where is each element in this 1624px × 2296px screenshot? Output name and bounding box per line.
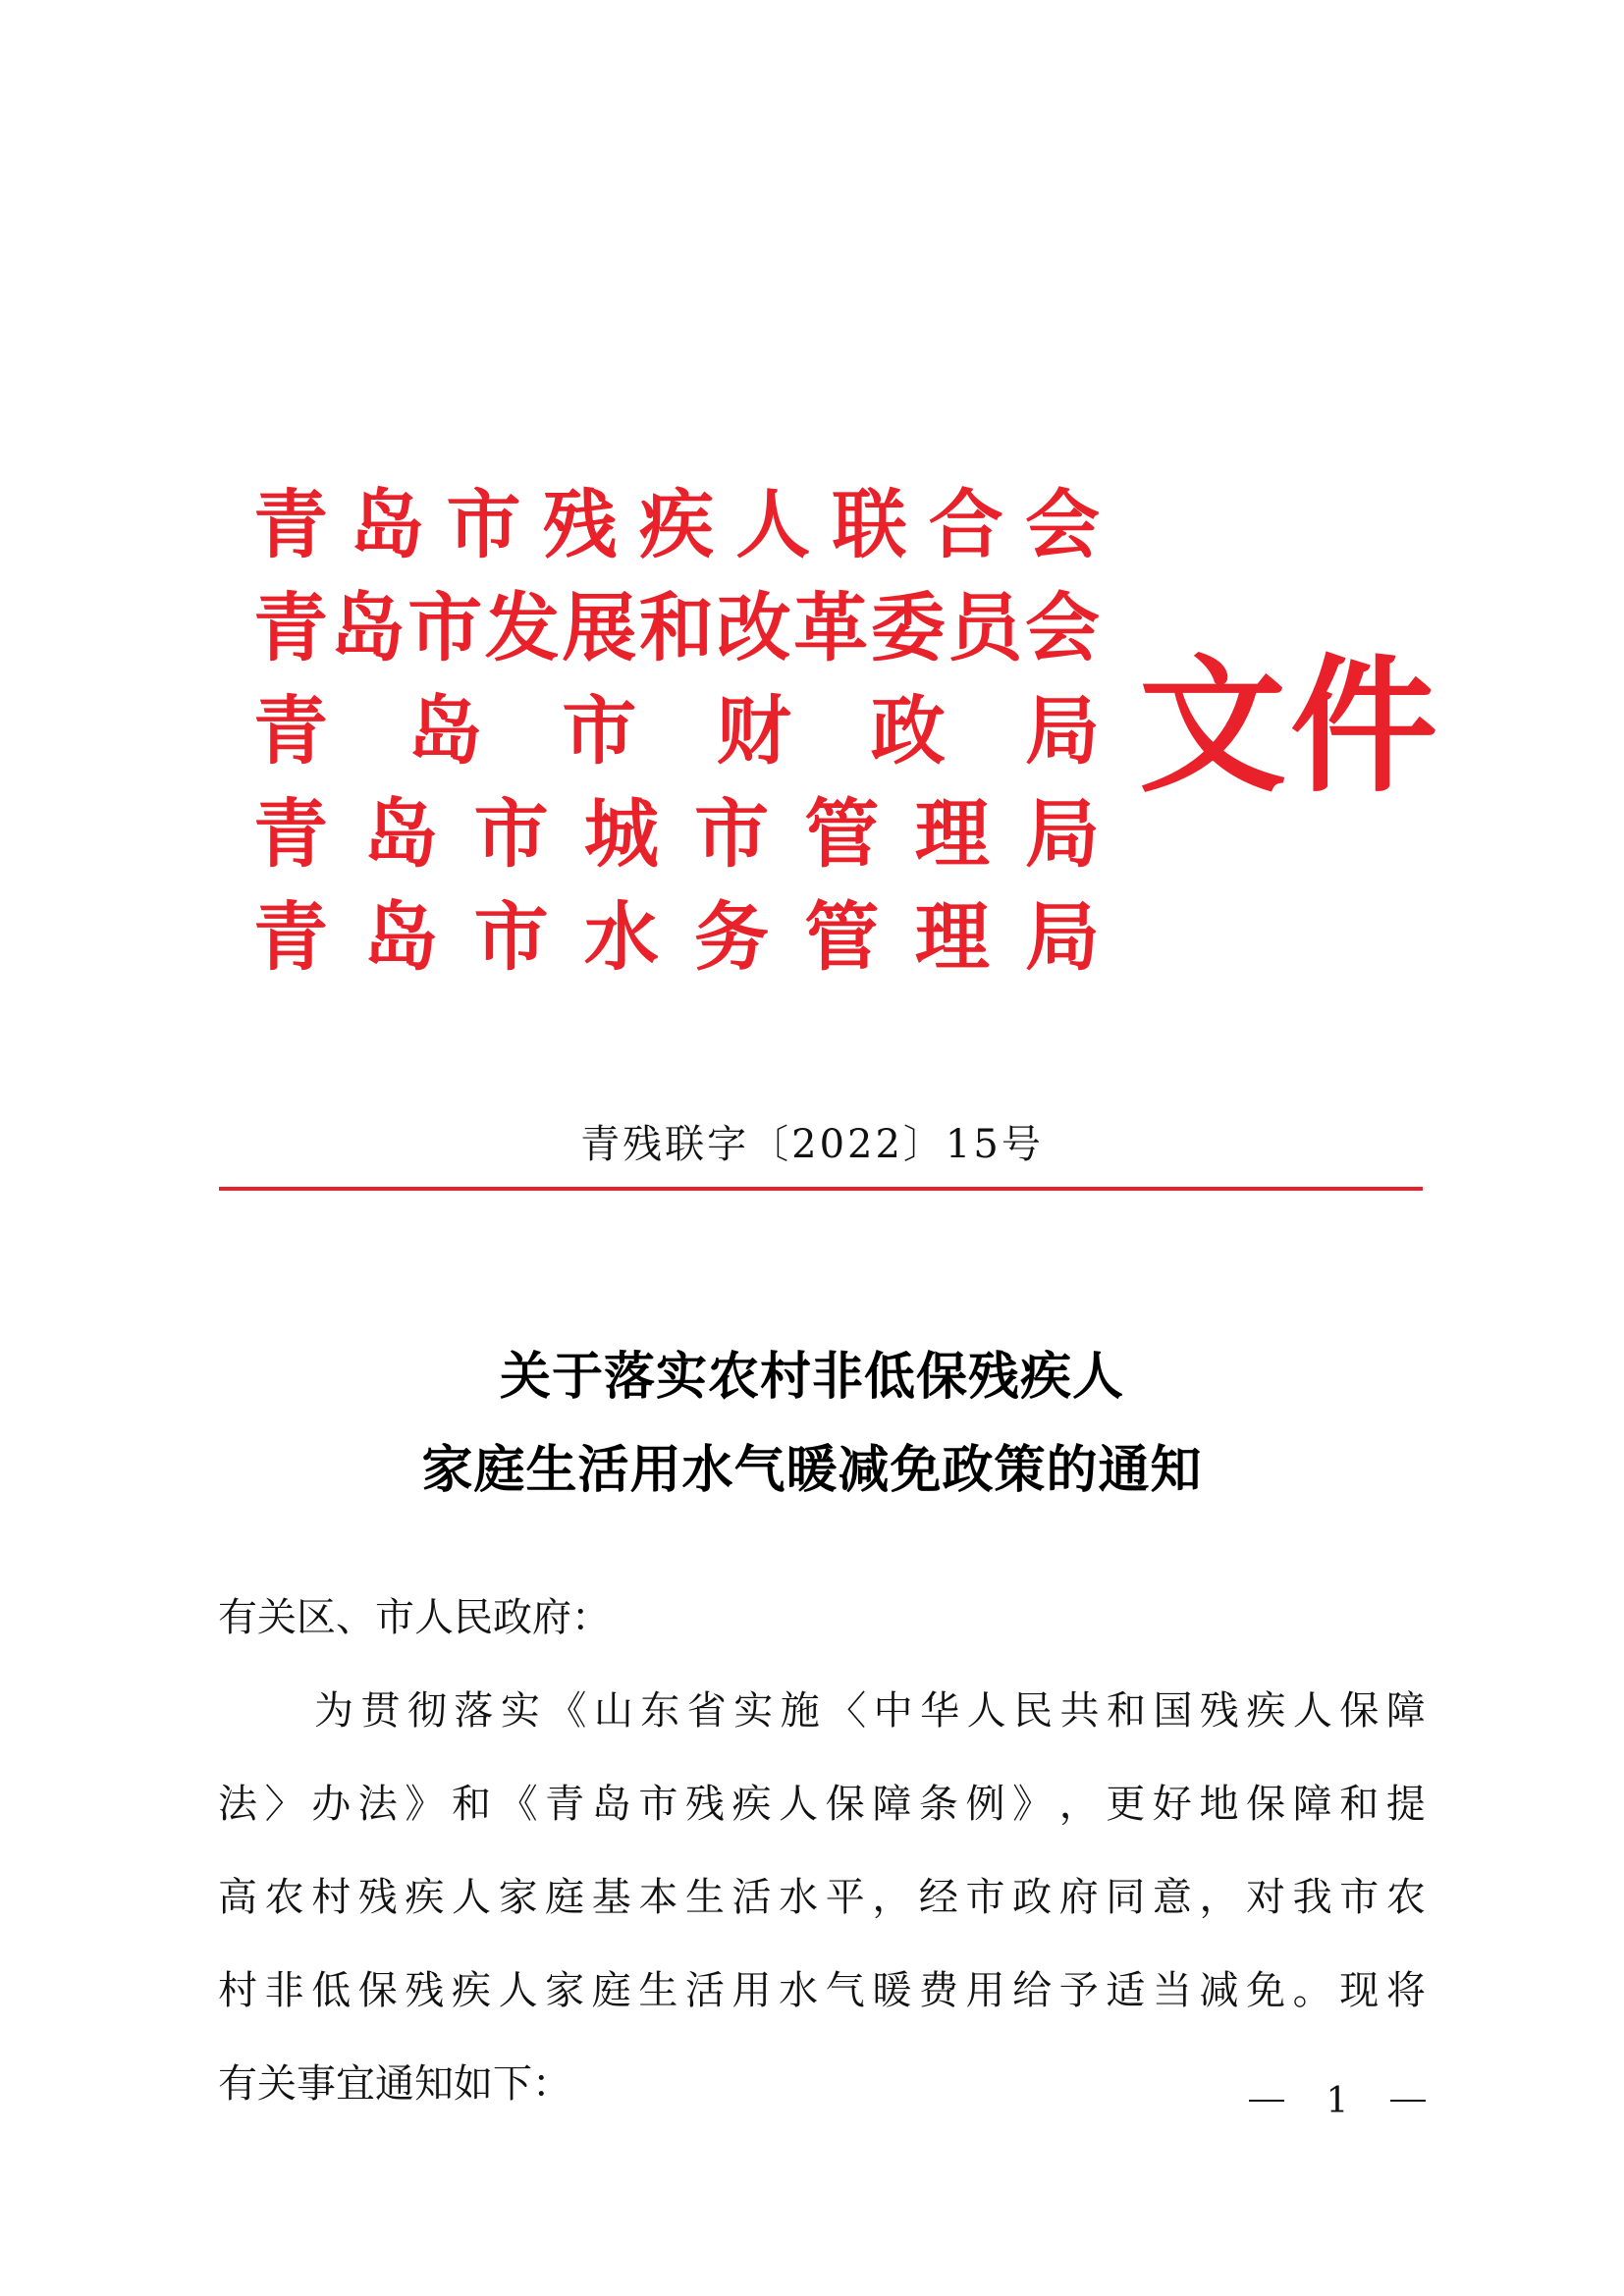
char: 条 [918,1782,958,1827]
char: 青 [253,687,328,774]
char: 管 [804,790,880,878]
char: 》 [1012,1782,1053,1827]
red-divider-line [219,1187,1423,1191]
paragraph-line [218,1677,1426,1745]
char: 活 [731,1875,772,1920]
char: 管 [804,893,880,981]
char: 保 [1339,1688,1380,1734]
char: 彻 [406,1688,447,1734]
char: 现 [1339,1968,1380,2013]
char: 岛 [350,481,425,568]
char: 经 [918,1875,958,1920]
char: 将 [1385,1968,1426,2013]
char: 农 [264,1875,304,1920]
issuer-line-3 [253,687,1100,775]
char: 实 [500,1688,540,1734]
char: 人 [966,1688,1006,1734]
char: 办 [311,1782,352,1827]
char: 气 [825,1968,865,2013]
char: 市 [407,584,483,671]
char: 务 [694,893,770,981]
char: 青 [253,584,328,671]
char: 民 [1013,1688,1054,1734]
char: 疾 [451,1968,491,2013]
char: 予 [1058,1968,1099,2013]
char: 障 [1385,1688,1426,1734]
char: 费 [918,1968,958,2013]
char: 中 [873,1688,913,1734]
char: 障 [872,1782,912,1827]
char: 同 [1106,1875,1146,1920]
char: 《 [547,1688,587,1734]
char: 例 [965,1782,1005,1827]
char: 村 [218,1968,257,2013]
char: 给 [1012,1968,1053,2013]
char: 对 [1246,1875,1286,1920]
char: 市 [965,1875,1005,1920]
char: 意 [1152,1875,1192,1920]
char: 疾 [405,1875,445,1920]
char: 市 [473,893,549,981]
document-type-label: 文件 [1139,640,1442,813]
char: 府 [1058,1875,1099,1920]
char: 暖 [872,1968,912,2013]
paragraph-line [218,1863,1426,1932]
paragraph-line [218,1770,1426,1839]
char: 城 [583,790,659,878]
char: 村 [311,1875,352,1920]
char: 《 [498,1782,538,1827]
char: 家 [545,1968,585,2013]
char: 疾 [731,1782,772,1827]
char: 青 [545,1782,585,1827]
char: 地 [1199,1782,1239,1827]
char: 人 [1292,1688,1332,1734]
char: 省 [686,1688,727,1734]
salutation: 有关区、市人民政府： [218,1595,611,1640]
char: 员 [947,584,1023,671]
document-title-line-1: 关于落实农村非低保残疾人 [499,1347,1124,1407]
char: 保 [1246,1782,1286,1827]
char: 岛 [591,1782,631,1827]
char: 局 [1024,790,1100,878]
char: 发 [484,584,560,671]
char: 市 [638,1782,678,1827]
char: 联 [832,481,907,568]
char: 青 [253,790,328,878]
char: 市 [1339,1875,1380,1920]
char: 改 [716,584,791,671]
char: 展 [562,584,637,671]
char: 。 [1292,1968,1332,2013]
char: 庭 [545,1875,585,1920]
issuer-line-4 [253,790,1100,879]
char: 人 [498,1968,538,2013]
char: 人 [779,1782,819,1827]
char: 革 [793,584,869,671]
char: 岛 [363,790,439,878]
char: 市 [562,687,637,774]
char: 局 [1024,893,1100,981]
char: 和 [1106,1688,1146,1734]
char: 市 [694,790,770,878]
char: 当 [1152,1968,1192,2013]
document-number: 青残联字〔2022〕15号 [580,1122,1044,1167]
char: 华 [920,1688,960,1734]
char: 免 [1246,1968,1286,2013]
char: 用 [731,1968,772,2013]
char: 合 [928,481,1003,568]
char: 财 [716,687,791,774]
char: 岛 [330,584,406,671]
char: 保 [825,1782,865,1827]
char: 减 [1199,1968,1239,2013]
char: 残 [357,1875,398,1920]
char: 理 [914,893,990,981]
char: 平 [825,1875,865,1920]
char: 东 [640,1688,680,1734]
paragraph-line [218,1956,1426,2025]
char: 落 [454,1688,494,1734]
char: 为 [314,1688,353,1734]
char: 青 [253,893,328,981]
char: 水 [583,893,659,981]
char: 岛 [363,893,439,981]
char: 水 [779,1968,819,2013]
char: 保 [357,1968,398,2013]
char: 和 [638,584,714,671]
char: 委 [870,584,946,671]
char: 政 [870,687,946,774]
char: 人 [735,481,811,568]
char: 生 [684,1875,725,1920]
char: 法 [357,1782,398,1827]
char: 会 [1024,584,1100,671]
char: 实 [733,1688,774,1734]
char: 山 [593,1688,633,1734]
char: 生 [638,1968,678,2013]
char: 用 [965,1968,1005,2013]
char: 残 [684,1782,725,1827]
char: 》 [405,1782,445,1827]
char: 和 [1339,1782,1380,1827]
char: 水 [779,1875,819,1920]
char: 国 [1153,1688,1193,1734]
char: 低 [311,1968,352,2013]
char: 政 [1012,1875,1053,1920]
char: 局 [1024,687,1100,774]
char: 高 [218,1875,257,1920]
char: 非 [264,1968,304,2013]
char: 庭 [591,1968,631,2013]
char: ， [872,1875,912,1920]
dash-left [1249,2100,1284,2102]
issuer-line-5 [253,893,1100,982]
char: 基 [591,1875,631,1920]
char: 残 [1199,1688,1239,1734]
char: 贯 [360,1688,401,1734]
char: 施 [780,1688,820,1734]
char: 更 [1106,1782,1146,1827]
char: 本 [638,1875,678,1920]
paragraph-line: 有关事宜通知如下： [218,2061,571,2107]
char: 残 [405,1968,445,2013]
page-number [1249,2073,1426,2128]
char: 市 [446,481,521,568]
char: 〈 [827,1688,867,1734]
char: 我 [1292,1875,1332,1920]
char: ， [1058,1782,1099,1827]
char: 活 [684,1968,725,2013]
char: 会 [1025,481,1100,568]
char: 青 [253,481,328,568]
char: 残 [542,481,618,568]
char: 人 [451,1875,491,1920]
page-number-value: 1 [1326,2080,1349,2121]
char: 农 [1385,1875,1426,1920]
char: 和 [451,1782,491,1827]
issuer-line-1 [253,481,1100,569]
char: 〉 [264,1782,304,1827]
char: 障 [1292,1782,1332,1827]
char: 疾 [639,481,714,568]
char: ， [1199,1875,1239,1920]
char: 理 [914,790,990,878]
char: 疾 [1246,1688,1286,1734]
char: 法 [218,1782,257,1827]
char: 适 [1106,1968,1146,2013]
char: 岛 [407,687,483,774]
document-title-line-2: 家庭生活用水气暖减免政策的通知 [421,1440,1203,1500]
char: 家 [498,1875,538,1920]
issuer-line-2 [253,584,1100,672]
char: 提 [1385,1782,1426,1827]
dash-right [1390,2100,1426,2102]
char: 共 [1059,1688,1100,1734]
char: 好 [1152,1782,1192,1827]
char: 市 [473,790,549,878]
